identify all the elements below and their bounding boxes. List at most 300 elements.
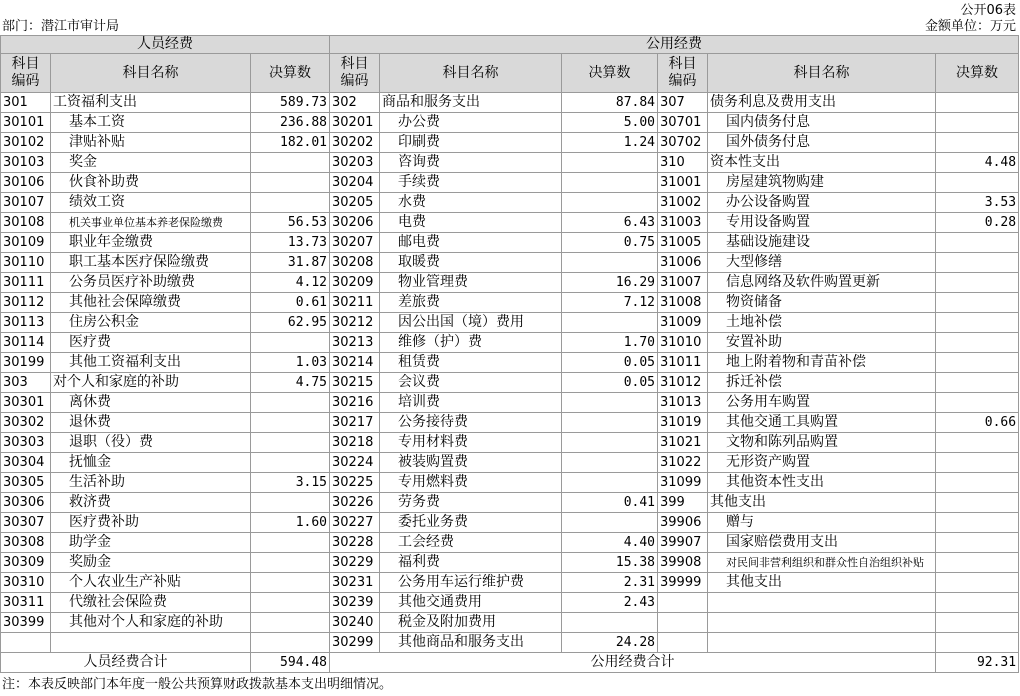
personnel-amount-cell	[251, 613, 330, 633]
personnel-name-cell: 职工基本医疗保险缴费	[51, 253, 251, 273]
table-row	[1, 433, 1019, 453]
expenditure-table	[0, 35, 1019, 673]
goods-name-cell: 电费	[380, 213, 562, 233]
capital-code-cell: 39907	[658, 533, 708, 553]
capital-name-cell: 国家赔偿费用支出	[708, 533, 936, 553]
personnel-amount-cell: 0.61	[251, 293, 330, 313]
goods-amount-cell	[562, 613, 658, 633]
personnel-amount-cell: 236.88	[251, 113, 330, 133]
col-name-3: 科目名称	[708, 54, 936, 93]
table-row	[1, 573, 1019, 593]
personnel-amount-cell: 31.87	[251, 253, 330, 273]
personnel-name-cell: 医疗费补助	[51, 513, 251, 533]
capital-name-cell: 无形资产购置	[708, 453, 936, 473]
goods-code-cell: 302	[330, 93, 380, 113]
capital-amount-cell	[936, 293, 1019, 313]
col-code-1: 科目 编码	[1, 54, 51, 93]
goods-name-cell: 其他商品和服务支出	[380, 633, 562, 653]
goods-amount-cell: 1.70	[562, 333, 658, 353]
personnel-name-cell: 公务员医疗补助缴费	[51, 273, 251, 293]
capital-amount-cell	[936, 553, 1019, 573]
personnel-code-cell: 30107	[1, 193, 51, 213]
capital-amount-cell: 0.66	[936, 413, 1019, 433]
goods-amount-cell	[562, 193, 658, 213]
goods-code-cell: 30214	[330, 353, 380, 373]
goods-code-cell: 30229	[330, 553, 380, 573]
goods-amount-cell	[562, 253, 658, 273]
goods-name-cell: 会议费	[380, 373, 562, 393]
capital-name-cell: 安置补助	[708, 333, 936, 353]
table-row	[1, 533, 1019, 553]
capital-name-cell: 国外债务付息	[708, 133, 936, 153]
capital-name-cell: 房屋建筑物购建	[708, 173, 936, 193]
personnel-total-label: 人员经费合计	[1, 653, 251, 673]
capital-code-cell: 39906	[658, 513, 708, 533]
personnel-amount-cell: 56.53	[251, 213, 330, 233]
goods-amount-cell	[562, 513, 658, 533]
personnel-amount-cell	[251, 393, 330, 413]
personnel-amount-cell	[251, 333, 330, 353]
section-public: 公用经费	[330, 36, 1019, 54]
personnel-amount-cell: 13.73	[251, 233, 330, 253]
goods-amount-cell: 7.12	[562, 293, 658, 313]
table-row	[1, 333, 1019, 353]
goods-name-cell: 专用材料费	[380, 433, 562, 453]
capital-name-cell: 办公设备购置	[708, 193, 936, 213]
goods-code-cell: 30226	[330, 493, 380, 513]
col-code-2: 科目 编码	[330, 54, 380, 93]
personnel-amount-cell	[251, 153, 330, 173]
goods-code-cell: 30205	[330, 193, 380, 213]
personnel-name-cell: 医疗费	[51, 333, 251, 353]
goods-name-cell: 其他交通费用	[380, 593, 562, 613]
table-row	[1, 493, 1019, 513]
personnel-code-cell: 30108	[1, 213, 51, 233]
capital-amount-cell	[936, 353, 1019, 373]
goods-code-cell: 30212	[330, 313, 380, 333]
capital-code-cell: 31021	[658, 433, 708, 453]
col-name-2: 科目名称	[380, 54, 562, 93]
table-row	[1, 193, 1019, 213]
table-row	[1, 613, 1019, 633]
personnel-name-cell: 住房公积金	[51, 313, 251, 333]
col-amount-1: 决算数	[251, 54, 330, 93]
meta-row	[2, 18, 1016, 36]
goods-name-cell: 因公出国（境）费用	[380, 313, 562, 333]
goods-name-cell: 取暖费	[380, 253, 562, 273]
capital-code-cell: 31010	[658, 333, 708, 353]
capital-name-cell: 土地补偿	[708, 313, 936, 333]
goods-amount-cell	[562, 173, 658, 193]
col-name-1: 科目名称	[51, 54, 251, 93]
public-total-amount: 92.31	[936, 653, 1019, 673]
capital-amount-cell	[936, 313, 1019, 333]
personnel-code-cell: 30114	[1, 333, 51, 353]
goods-code-cell: 30225	[330, 473, 380, 493]
goods-name-cell: 公务接待费	[380, 413, 562, 433]
personnel-amount-cell	[251, 173, 330, 193]
goods-name-cell: 被装购置费	[380, 453, 562, 473]
capital-amount-cell	[936, 253, 1019, 273]
capital-amount-cell	[936, 473, 1019, 493]
goods-name-cell: 公务用车运行维护费	[380, 573, 562, 593]
footnote: 注：本表反映部门本年度一般公共预算财政拨款基本支出明细情况。	[2, 677, 393, 692]
goods-code-cell: 30299	[330, 633, 380, 653]
col-code-3: 科目 编码	[658, 54, 708, 93]
table-row	[1, 133, 1019, 153]
goods-amount-cell: 1.24	[562, 133, 658, 153]
goods-code-cell: 30228	[330, 533, 380, 553]
personnel-code-cell: 30102	[1, 133, 51, 153]
capital-amount-cell	[936, 93, 1019, 113]
personnel-name-cell: 其他对个人和家庭的补助	[51, 613, 251, 633]
capital-name-cell	[708, 593, 936, 613]
column-header-row	[1, 54, 1019, 93]
capital-amount-cell	[936, 533, 1019, 553]
goods-code-cell: 30216	[330, 393, 380, 413]
capital-amount-cell	[936, 333, 1019, 353]
personnel-name-cell: 退休费	[51, 413, 251, 433]
goods-code-cell: 30239	[330, 593, 380, 613]
goods-code-cell: 30240	[330, 613, 380, 633]
personnel-name-cell: 奖励金	[51, 553, 251, 573]
section-personnel: 人员经费	[1, 36, 330, 54]
col-amount-3: 决算数	[936, 54, 1019, 93]
goods-code-cell: 30204	[330, 173, 380, 193]
goods-amount-cell	[562, 393, 658, 413]
personnel-name-cell: 工资福利支出	[51, 93, 251, 113]
personnel-amount-cell: 4.12	[251, 273, 330, 293]
personnel-code-cell: 30307	[1, 513, 51, 533]
personnel-amount-cell: 3.15	[251, 473, 330, 493]
table-row	[1, 153, 1019, 173]
capital-code-cell: 31019	[658, 413, 708, 433]
capital-code-cell: 31012	[658, 373, 708, 393]
capital-name-cell: 公务用车购置	[708, 393, 936, 413]
capital-name-cell: 专用设备购置	[708, 213, 936, 233]
goods-code-cell: 30202	[330, 133, 380, 153]
goods-code-cell: 30201	[330, 113, 380, 133]
capital-code-cell: 39908	[658, 553, 708, 573]
personnel-code-cell: 30306	[1, 493, 51, 513]
capital-amount-cell	[936, 513, 1019, 533]
unit-label: 金额单位：万元	[924, 19, 1016, 34]
personnel-name-cell: 职业年金缴费	[51, 233, 251, 253]
capital-name-cell: 基础设施建设	[708, 233, 936, 253]
goods-code-cell: 30209	[330, 273, 380, 293]
capital-name-cell: 信息网络及软件购置更新	[708, 273, 936, 293]
table-body	[1, 36, 1019, 673]
goods-code-cell: 30215	[330, 373, 380, 393]
personnel-code-cell: 30112	[1, 293, 51, 313]
personnel-name-cell: 生活补助	[51, 473, 251, 493]
goods-name-cell: 税金及附加费用	[380, 613, 562, 633]
sheet-id: 公开06表	[960, 3, 1016, 18]
goods-name-cell: 邮电费	[380, 233, 562, 253]
personnel-name-cell: 基本工资	[51, 113, 251, 133]
capital-name-cell: 拆迁补偿	[708, 373, 936, 393]
goods-name-cell: 印刷费	[380, 133, 562, 153]
table-row	[1, 353, 1019, 373]
goods-name-cell: 委托业务费	[380, 513, 562, 533]
goods-amount-cell: 24.28	[562, 633, 658, 653]
goods-name-cell: 物业管理费	[380, 273, 562, 293]
capital-code-cell: 31005	[658, 233, 708, 253]
capital-amount-cell	[936, 613, 1019, 633]
personnel-name-cell: 代缴社会保险费	[51, 593, 251, 613]
goods-amount-cell: 16.29	[562, 273, 658, 293]
capital-name-cell: 其他支出	[708, 493, 936, 513]
goods-amount-cell: 6.43	[562, 213, 658, 233]
goods-amount-cell: 87.84	[562, 93, 658, 113]
personnel-name-cell	[51, 633, 251, 653]
personnel-name-cell: 伙食补助费	[51, 173, 251, 193]
personnel-code-cell: 30301	[1, 393, 51, 413]
table-row	[1, 273, 1019, 293]
personnel-code-cell: 303	[1, 373, 51, 393]
capital-code-cell: 31008	[658, 293, 708, 313]
goods-code-cell: 30224	[330, 453, 380, 473]
goods-name-cell: 水费	[380, 193, 562, 213]
capital-code-cell: 31013	[658, 393, 708, 413]
personnel-name-cell: 机关事业单位基本养老保险缴费	[51, 213, 251, 233]
totals-row	[1, 653, 1019, 673]
capital-amount-cell	[936, 453, 1019, 473]
goods-amount-cell: 0.05	[562, 353, 658, 373]
table-row	[1, 173, 1019, 193]
goods-amount-cell: 4.40	[562, 533, 658, 553]
personnel-code-cell: 30106	[1, 173, 51, 193]
capital-amount-cell	[936, 113, 1019, 133]
personnel-code-cell: 30311	[1, 593, 51, 613]
goods-amount-cell	[562, 413, 658, 433]
capital-code-cell: 31009	[658, 313, 708, 333]
personnel-code-cell: 30109	[1, 233, 51, 253]
capital-amount-cell	[936, 133, 1019, 153]
goods-amount-cell: 5.00	[562, 113, 658, 133]
goods-name-cell: 工会经费	[380, 533, 562, 553]
personnel-amount-cell	[251, 453, 330, 473]
capital-code-cell: 31007	[658, 273, 708, 293]
table-row	[1, 233, 1019, 253]
goods-amount-cell: 2.31	[562, 573, 658, 593]
capital-code-cell: 310	[658, 153, 708, 173]
capital-code-cell: 31006	[658, 253, 708, 273]
personnel-name-cell: 离休费	[51, 393, 251, 413]
personnel-name-cell: 其他工资福利支出	[51, 353, 251, 373]
goods-amount-cell: 0.41	[562, 493, 658, 513]
capital-code-cell: 39999	[658, 573, 708, 593]
personnel-amount-cell	[251, 553, 330, 573]
goods-name-cell: 培训费	[380, 393, 562, 413]
personnel-code-cell: 30308	[1, 533, 51, 553]
table-row	[1, 393, 1019, 413]
personnel-name-cell: 抚恤金	[51, 453, 251, 473]
personnel-code-cell: 30310	[1, 573, 51, 593]
capital-amount-cell	[936, 433, 1019, 453]
capital-code-cell: 31099	[658, 473, 708, 493]
goods-name-cell: 差旅费	[380, 293, 562, 313]
personnel-amount-cell	[251, 633, 330, 653]
capital-amount-cell	[936, 393, 1019, 413]
personnel-amount-cell: 4.75	[251, 373, 330, 393]
public-total-label: 公用经费合计	[330, 653, 936, 673]
table-row	[1, 453, 1019, 473]
capital-amount-cell: 3.53	[936, 193, 1019, 213]
capital-name-cell: 文物和陈列品购置	[708, 433, 936, 453]
goods-amount-cell: 2.43	[562, 593, 658, 613]
goods-name-cell: 劳务费	[380, 493, 562, 513]
capital-name-cell: 其他交通工具购置	[708, 413, 936, 433]
capital-name-cell: 对民间非营利组织和群众性自治组织补贴	[708, 553, 936, 573]
capital-amount-cell	[936, 593, 1019, 613]
capital-code-cell: 30702	[658, 133, 708, 153]
goods-code-cell: 30217	[330, 413, 380, 433]
table-row	[1, 413, 1019, 433]
goods-code-cell: 30207	[330, 233, 380, 253]
personnel-amount-cell	[251, 493, 330, 513]
capital-name-cell	[708, 613, 936, 633]
capital-code-cell: 307	[658, 93, 708, 113]
personnel-amount-cell: 182.01	[251, 133, 330, 153]
personnel-amount-cell	[251, 433, 330, 453]
capital-name-cell: 地上附着物和青苗补偿	[708, 353, 936, 373]
goods-name-cell: 维修（护）费	[380, 333, 562, 353]
goods-amount-cell	[562, 313, 658, 333]
table-row	[1, 553, 1019, 573]
personnel-code-cell: 30302	[1, 413, 51, 433]
personnel-code-cell: 30303	[1, 433, 51, 453]
goods-name-cell: 专用燃料费	[380, 473, 562, 493]
goods-code-cell: 30227	[330, 513, 380, 533]
personnel-code-cell: 30309	[1, 553, 51, 573]
capital-code-cell: 31022	[658, 453, 708, 473]
goods-code-cell: 30203	[330, 153, 380, 173]
goods-amount-cell: 0.75	[562, 233, 658, 253]
capital-code-cell	[658, 633, 708, 653]
section-header-row	[1, 36, 1019, 54]
personnel-code-cell: 30304	[1, 453, 51, 473]
personnel-amount-cell	[251, 593, 330, 613]
personnel-amount-cell	[251, 193, 330, 213]
capital-name-cell: 物资储备	[708, 293, 936, 313]
capital-amount-cell	[936, 233, 1019, 253]
personnel-code-cell: 30305	[1, 473, 51, 493]
goods-amount-cell	[562, 433, 658, 453]
personnel-amount-cell: 589.73	[251, 93, 330, 113]
personnel-amount-cell	[251, 413, 330, 433]
personnel-total-amount: 594.48	[251, 653, 330, 673]
table-row	[1, 253, 1019, 273]
goods-name-cell: 租赁费	[380, 353, 562, 373]
goods-code-cell: 30211	[330, 293, 380, 313]
personnel-code-cell: 30199	[1, 353, 51, 373]
capital-amount-cell	[936, 493, 1019, 513]
capital-code-cell	[658, 593, 708, 613]
personnel-name-cell: 其他社会保障缴费	[51, 293, 251, 313]
personnel-amount-cell: 1.03	[251, 353, 330, 373]
capital-code-cell: 31011	[658, 353, 708, 373]
personnel-code-cell	[1, 633, 51, 653]
capital-name-cell: 其他支出	[708, 573, 936, 593]
goods-name-cell: 福利费	[380, 553, 562, 573]
table-row	[1, 313, 1019, 333]
capital-code-cell: 399	[658, 493, 708, 513]
personnel-code-cell: 301	[1, 93, 51, 113]
personnel-code-cell: 30399	[1, 613, 51, 633]
capital-code-cell: 31003	[658, 213, 708, 233]
table-row	[1, 473, 1019, 493]
goods-code-cell: 30218	[330, 433, 380, 453]
personnel-amount-cell: 1.60	[251, 513, 330, 533]
capital-name-cell: 赠与	[708, 513, 936, 533]
goods-name-cell: 办公费	[380, 113, 562, 133]
capital-code-cell: 31001	[658, 173, 708, 193]
capital-code-cell: 31002	[658, 193, 708, 213]
personnel-name-cell: 助学金	[51, 533, 251, 553]
department-label: 部门：潜江市审计局	[2, 19, 120, 34]
capital-amount-cell: 4.48	[936, 153, 1019, 173]
personnel-name-cell: 对个人和家庭的补助	[51, 373, 251, 393]
capital-code-cell	[658, 613, 708, 633]
goods-name-cell: 咨询费	[380, 153, 562, 173]
capital-code-cell: 30701	[658, 113, 708, 133]
capital-name-cell: 资本性支出	[708, 153, 936, 173]
capital-name-cell: 其他资本性支出	[708, 473, 936, 493]
goods-amount-cell: 15.38	[562, 553, 658, 573]
personnel-name-cell: 救济费	[51, 493, 251, 513]
goods-amount-cell	[562, 153, 658, 173]
personnel-name-cell: 退职（役）费	[51, 433, 251, 453]
personnel-code-cell: 30110	[1, 253, 51, 273]
personnel-code-cell: 30103	[1, 153, 51, 173]
capital-amount-cell	[936, 273, 1019, 293]
goods-amount-cell	[562, 473, 658, 493]
col-amount-2: 决算数	[562, 54, 658, 93]
table-row	[1, 633, 1019, 653]
personnel-name-cell: 绩效工资	[51, 193, 251, 213]
table-row	[1, 113, 1019, 133]
personnel-name-cell: 奖金	[51, 153, 251, 173]
table-row	[1, 293, 1019, 313]
goods-name-cell: 手续费	[380, 173, 562, 193]
personnel-code-cell: 30113	[1, 313, 51, 333]
table-row	[1, 513, 1019, 533]
goods-name-cell: 商品和服务支出	[380, 93, 562, 113]
table-row	[1, 593, 1019, 613]
capital-amount-cell	[936, 173, 1019, 193]
personnel-name-cell: 个人农业生产补贴	[51, 573, 251, 593]
personnel-name-cell: 津贴补贴	[51, 133, 251, 153]
personnel-amount-cell	[251, 533, 330, 553]
capital-amount-cell	[936, 633, 1019, 653]
personnel-amount-cell	[251, 573, 330, 593]
personnel-code-cell: 30111	[1, 273, 51, 293]
goods-code-cell: 30208	[330, 253, 380, 273]
capital-name-cell	[708, 633, 936, 653]
capital-name-cell: 国内债务付息	[708, 113, 936, 133]
personnel-code-cell: 30101	[1, 113, 51, 133]
capital-name-cell: 大型修缮	[708, 253, 936, 273]
table-row	[1, 93, 1019, 113]
personnel-amount-cell: 62.95	[251, 313, 330, 333]
capital-amount-cell: 0.28	[936, 213, 1019, 233]
goods-amount-cell: 0.05	[562, 373, 658, 393]
capital-amount-cell	[936, 373, 1019, 393]
capital-amount-cell	[936, 573, 1019, 593]
table-row	[1, 373, 1019, 393]
table-row	[1, 213, 1019, 233]
